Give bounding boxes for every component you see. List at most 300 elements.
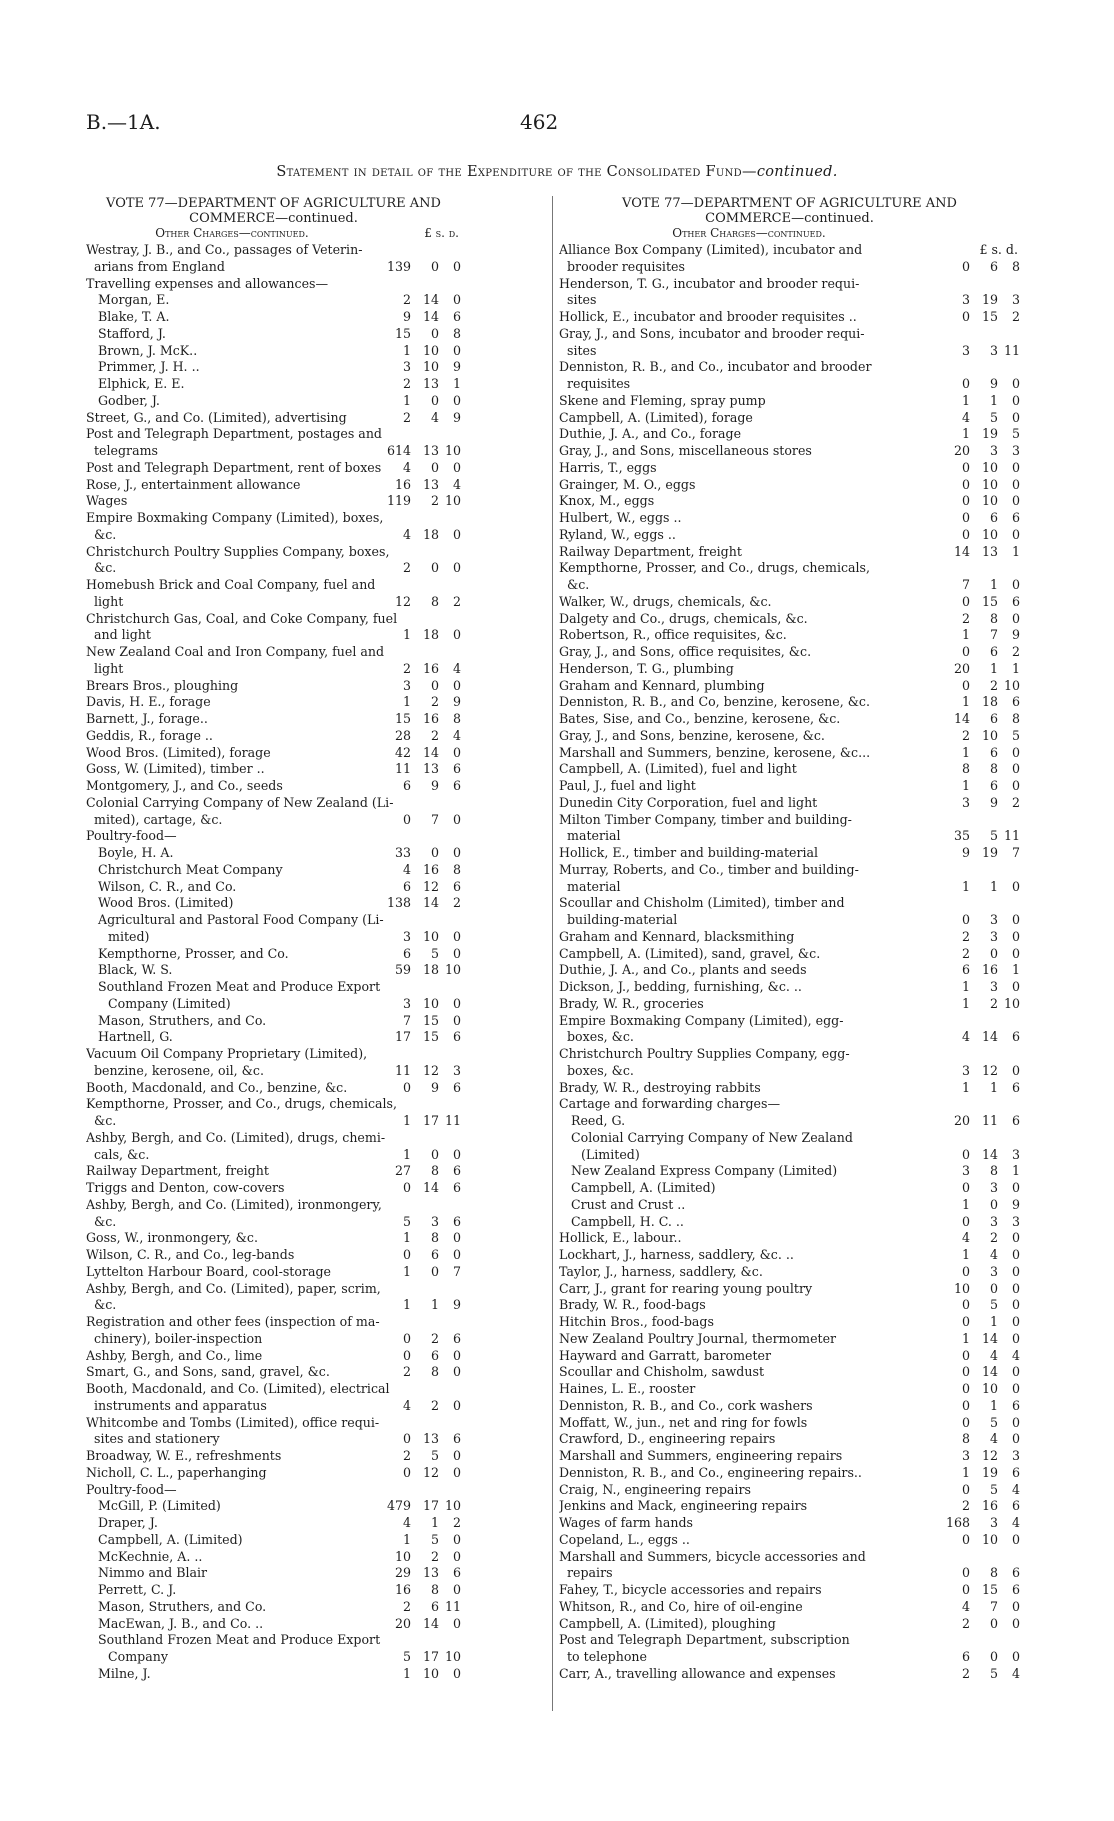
pounds: 0 xyxy=(961,258,970,274)
pounds: 1 xyxy=(961,392,970,408)
pence: 0 xyxy=(1011,1615,1020,1631)
entry-text: &c. xyxy=(94,526,117,542)
ledger-row xyxy=(86,946,461,963)
shillings: 3 xyxy=(989,1213,998,1229)
pence: 10 xyxy=(1003,995,1020,1011)
entry-text: &c. xyxy=(94,1113,117,1128)
entry-text: Post and Telegraph Department, subscription xyxy=(559,1632,850,1648)
entry-text: Rose, J., entertainment allowance xyxy=(86,476,301,492)
entry-text: Brady, W. R., groceries xyxy=(559,995,704,1011)
pounds: 27 xyxy=(394,1163,411,1179)
ledger-row xyxy=(559,309,1020,326)
entry-text: Mason, Struthers, and Co. xyxy=(98,1012,267,1028)
ledger-row xyxy=(86,426,461,443)
left-entries xyxy=(86,242,461,1683)
pounds: 15 xyxy=(394,711,411,726)
pounds: 614 xyxy=(386,443,411,458)
ledger-row xyxy=(86,728,461,745)
shillings: 1 xyxy=(430,1515,439,1530)
pounds: 20 xyxy=(953,660,970,676)
entry-text: Booth, Macdonald, and Co. (Limited), electrical xyxy=(86,1381,390,1396)
shillings: 14 xyxy=(422,895,439,911)
entry-text: Denniston, R. B., and Co, benzine, kerosene, &c. xyxy=(559,694,870,710)
ledger-row xyxy=(86,795,461,812)
shillings: 5 xyxy=(989,828,998,844)
pence: 0 xyxy=(452,292,461,308)
pence: 1 xyxy=(1011,1163,1020,1179)
entry-text: sites xyxy=(567,292,597,308)
shillings: 17 xyxy=(422,1498,439,1514)
entry-text: Hollick, E., timber and building-material xyxy=(559,845,819,860)
shillings: 8 xyxy=(430,1582,439,1597)
pence: 0 xyxy=(1011,912,1020,927)
pence: 0 xyxy=(452,945,461,961)
ledger-row xyxy=(86,1013,461,1030)
shillings: 14 xyxy=(422,744,439,760)
entry-text: Poultry-food— xyxy=(86,1481,177,1497)
ledger-row xyxy=(86,912,461,929)
shillings: 18 xyxy=(422,627,439,643)
entry-text: Smart, G., and Sons, sand, gravel, &c. xyxy=(86,1364,330,1380)
pounds: 0 xyxy=(402,1247,411,1262)
shillings: 0 xyxy=(430,1263,439,1279)
pence: 0 xyxy=(1011,392,1020,408)
pence: 11 xyxy=(1003,342,1020,358)
pounds: 1 xyxy=(402,392,411,408)
shillings: 19 xyxy=(981,292,998,308)
ledger-row xyxy=(86,879,461,896)
sub-heading-label: Other Charges—continued. xyxy=(672,226,826,240)
ledger-row xyxy=(559,1247,1020,1264)
ledger-row xyxy=(86,1230,461,1247)
entry-text: Elphick, E. E. xyxy=(98,376,185,391)
pounds: 8 xyxy=(961,761,970,777)
shillings: 3 xyxy=(989,912,998,927)
ledger-row xyxy=(86,711,461,728)
entry-text: Marshall and Summers, benzine, kerosene, &c... xyxy=(559,744,871,760)
entry-text: Perrett, C. J. xyxy=(98,1582,177,1597)
pounds: 1 xyxy=(402,1146,411,1162)
entry-text: Campbell, A. (Limited) xyxy=(98,1531,243,1547)
pence: 7 xyxy=(1011,845,1020,860)
pounds: 5 xyxy=(402,1649,411,1664)
shillings: 6 xyxy=(989,778,998,793)
ledger-row xyxy=(559,292,1020,309)
pounds: 2 xyxy=(961,610,970,626)
entry-text: &c. xyxy=(94,560,117,576)
shillings: 12 xyxy=(981,1448,998,1463)
shillings: 2 xyxy=(430,493,439,509)
ledger-row xyxy=(86,276,461,293)
ledger-row xyxy=(86,611,461,628)
ledger-row xyxy=(559,678,1020,695)
shillings: 10 xyxy=(981,476,998,492)
entry-text: Goss, W., ironmongery, &c. xyxy=(86,1230,258,1246)
pounds: 0 xyxy=(961,1364,970,1380)
ledger-row xyxy=(86,1029,461,1046)
shillings: 6 xyxy=(430,1598,439,1614)
ledger-row xyxy=(86,1214,461,1231)
ledger-row xyxy=(86,1180,461,1197)
ledger-row xyxy=(559,510,1020,527)
ledger-row xyxy=(86,1080,461,1097)
pence: 6 xyxy=(1011,1029,1020,1045)
entry-text: Fahey, T., bicycle accessories and repairs xyxy=(559,1582,822,1597)
ledger-row xyxy=(559,1515,1020,1532)
ledger-row xyxy=(86,1565,461,1582)
sub-heading-left xyxy=(86,226,461,242)
pence: 6 xyxy=(452,1330,461,1346)
pence: 4 xyxy=(452,476,461,492)
entry-text: Gray, J., and Sons, miscellaneous stores xyxy=(559,443,812,458)
shillings: 3 xyxy=(430,1213,439,1229)
pence: 0 xyxy=(1011,1598,1020,1614)
ledger-row xyxy=(559,259,1020,276)
ledger-row xyxy=(559,1063,1020,1080)
entry-text: sites xyxy=(567,342,597,358)
shillings: 3 xyxy=(989,979,998,994)
ledger-row xyxy=(559,594,1020,611)
entry-text: Agricultural and Pastoral Food Company (Li- xyxy=(98,912,384,927)
pence: 0 xyxy=(1011,878,1020,894)
entry-text: Gray, J., and Sons, office requisites, &c. xyxy=(559,644,812,659)
pence: 6 xyxy=(452,1180,461,1195)
ledger-row xyxy=(559,1381,1020,1398)
pounds: 4 xyxy=(402,861,411,877)
pounds: 0 xyxy=(961,677,970,693)
entry-text: Ashby, Bergh, and Co. (Limited), ironmongery, xyxy=(86,1196,382,1212)
entry-text: Barnett, J., forage.. xyxy=(86,711,208,726)
ledger-row xyxy=(86,644,461,661)
entry-text: and light xyxy=(94,627,151,643)
shillings: 15 xyxy=(422,1029,439,1045)
pence: 0 xyxy=(452,1582,461,1597)
pounds: 4 xyxy=(961,1598,970,1614)
entry-text: Marshall and Summers, bicycle accessories and xyxy=(559,1548,866,1564)
pence: 9 xyxy=(452,409,461,425)
shillings: 8 xyxy=(989,1163,998,1179)
shillings: 15 xyxy=(422,1012,439,1028)
pence: 4 xyxy=(452,660,461,676)
shillings: 8 xyxy=(989,761,998,777)
vote-heading-line1: VOTE 77—DEPARTMENT OF AGRICULTURE AND xyxy=(106,196,441,211)
entry-text: Nimmo and Blair xyxy=(98,1565,208,1581)
shillings: 0 xyxy=(989,1615,998,1631)
shillings: 9 xyxy=(989,376,998,391)
pounds: 0 xyxy=(961,1314,970,1329)
ledger-row xyxy=(559,376,1020,393)
ledger-row xyxy=(559,393,1020,410)
shillings: 12 xyxy=(422,878,439,894)
left-column xyxy=(86,196,461,1683)
document-reference: B.—1A. xyxy=(86,110,161,134)
pence: 10 xyxy=(444,493,461,509)
pence: 0 xyxy=(1011,476,1020,492)
pence: 6 xyxy=(1011,1498,1020,1514)
pounds: 0 xyxy=(961,1531,970,1547)
ledger-row xyxy=(559,778,1020,795)
ledger-row xyxy=(86,1649,461,1666)
pounds: 168 xyxy=(945,1515,970,1530)
entry-text: mited), cartage, &c. xyxy=(94,811,223,827)
shillings: 6 xyxy=(989,510,998,525)
ledger-row xyxy=(86,1247,461,1264)
pence: 4 xyxy=(452,727,461,743)
sub-heading-label: Other Charges—continued. xyxy=(155,226,309,240)
entry-text: Carr, A., travelling allowance and expenses xyxy=(559,1665,836,1681)
entry-text: Ashby, Bergh, and Co., lime xyxy=(86,1347,263,1363)
pounds: 1 xyxy=(961,627,970,643)
pounds: 2 xyxy=(402,376,411,391)
pence: 0 xyxy=(1011,610,1020,626)
ledger-row xyxy=(86,1331,461,1348)
shillings: 5 xyxy=(989,1481,998,1497)
pence: 2 xyxy=(452,1515,461,1530)
entry-text: light xyxy=(94,593,124,609)
entry-text: Post and Telegraph Department, rent of boxes xyxy=(86,459,382,475)
pence: 8 xyxy=(1011,258,1020,274)
pence: 9 xyxy=(1011,627,1020,643)
pounds: 3 xyxy=(961,1163,970,1179)
title-main: Statement in detail of the Expenditure of the Consolidated Fund— xyxy=(276,164,757,180)
shillings: 1 xyxy=(989,878,998,894)
ledger-row xyxy=(559,1214,1020,1231)
pounds: 6 xyxy=(961,962,970,978)
entry-text: arians from England xyxy=(94,258,225,274)
entry-text: Scoullar and Chisholm, sawdust xyxy=(559,1364,764,1380)
pounds: 1 xyxy=(961,1079,970,1095)
ledger-row xyxy=(86,560,461,577)
ledger-row xyxy=(86,493,461,510)
shillings: 6 xyxy=(989,744,998,760)
column-divider xyxy=(552,196,553,1711)
pounds: 35 xyxy=(953,828,970,844)
pence: 8 xyxy=(452,711,461,726)
shillings: 2 xyxy=(430,1548,439,1564)
pence: 6 xyxy=(452,778,461,793)
pence: 2 xyxy=(452,895,461,911)
pence: 6 xyxy=(452,1565,461,1581)
pounds: 42 xyxy=(394,744,411,760)
shillings: 0 xyxy=(989,1280,998,1296)
shillings: 9 xyxy=(430,778,439,793)
ledger-row xyxy=(559,326,1020,343)
pounds: 0 xyxy=(961,1565,970,1581)
shillings: 15 xyxy=(981,309,998,324)
shillings: 1 xyxy=(989,392,998,408)
pounds: 3 xyxy=(961,794,970,810)
ledger-row xyxy=(86,1348,461,1365)
vote-heading-line1: VOTE 77—DEPARTMENT OF AGRICULTURE AND xyxy=(622,196,957,211)
entry-text: Geddis, R., forage .. xyxy=(86,727,213,743)
pounds: 2 xyxy=(402,660,411,676)
entry-text: Draper, J. xyxy=(98,1515,158,1530)
entry-text: Marshall and Summers, engineering repairs xyxy=(559,1448,843,1463)
shillings: 6 xyxy=(989,258,998,274)
shillings: 14 xyxy=(422,1180,439,1195)
ledger-row xyxy=(559,1147,1020,1164)
entry-text: Railway Department, freight xyxy=(559,543,742,559)
shillings: 14 xyxy=(981,1146,998,1162)
shillings: 4 xyxy=(989,1431,998,1447)
ledger-row xyxy=(86,1281,461,1298)
ledger-row xyxy=(559,862,1020,879)
pence: 2 xyxy=(1011,309,1020,324)
pence: 0 xyxy=(452,1146,461,1162)
pounds: 2 xyxy=(402,1598,411,1614)
ledger-row xyxy=(86,1415,461,1432)
pence: 8 xyxy=(1011,711,1020,726)
pounds: 0 xyxy=(961,1297,970,1313)
shillings: 1 xyxy=(989,1314,998,1329)
pence: 5 xyxy=(1011,727,1020,743)
pounds: 3 xyxy=(961,1062,970,1078)
pence: 0 xyxy=(452,1230,461,1246)
pence: 1 xyxy=(1011,962,1020,978)
pence: 6 xyxy=(1011,1113,1020,1128)
pence: 0 xyxy=(452,1548,461,1564)
pence: 8 xyxy=(452,861,461,877)
pence: 0 xyxy=(1011,1314,1020,1329)
shillings: 3 xyxy=(989,1515,998,1530)
entry-text: Davis, H. E., forage xyxy=(86,694,211,710)
pence: 0 xyxy=(452,1615,461,1631)
ledger-row xyxy=(559,1029,1020,1046)
ledger-row xyxy=(86,895,461,912)
pounds: 0 xyxy=(961,1263,970,1279)
pence: 11 xyxy=(444,1598,461,1614)
entry-text: Gray, J., and Sons, benzine, kerosene, &c. xyxy=(559,727,825,743)
entry-text: Goss, W. (Limited), timber .. xyxy=(86,761,265,777)
entry-text: Company (Limited) xyxy=(108,995,231,1011)
shillings: 8 xyxy=(989,610,998,626)
pounds: 20 xyxy=(953,443,970,458)
ledger-row xyxy=(559,611,1020,628)
pounds: 14 xyxy=(953,711,970,726)
entry-text: Brown, J. McK.. xyxy=(98,342,198,358)
pence: 2 xyxy=(1011,644,1020,659)
ledger-row xyxy=(559,1281,1020,1298)
pounds: 5 xyxy=(402,1213,411,1229)
entry-text: Ashby, Bergh, and Co. (Limited), paper, scrim, xyxy=(86,1280,381,1296)
pounds: 11 xyxy=(394,1062,411,1078)
pence: 4 xyxy=(1011,1481,1020,1497)
shillings: 5 xyxy=(989,1665,998,1681)
pence: 4 xyxy=(1011,1347,1020,1363)
pence: 0 xyxy=(1011,1431,1020,1447)
ledger-row xyxy=(559,962,1020,979)
entry-text: Company xyxy=(108,1649,168,1664)
shillings: 12 xyxy=(422,1464,439,1480)
ledger-row xyxy=(86,376,461,393)
entry-text: Murray, Roberts, and Co., timber and building- xyxy=(559,861,859,877)
entry-text: Hitchin Bros., food-bags xyxy=(559,1314,714,1329)
ledger-row xyxy=(559,410,1020,427)
pence: 0 xyxy=(452,1247,461,1262)
shillings: 10 xyxy=(422,928,439,944)
pounds: 0 xyxy=(961,593,970,609)
shillings: 2 xyxy=(430,694,439,710)
shillings: 5 xyxy=(989,1297,998,1313)
entry-text: Stafford, J. xyxy=(98,325,166,341)
ledger-row xyxy=(86,1314,461,1331)
ledger-row xyxy=(86,862,461,879)
ledger-row xyxy=(86,460,461,477)
pence: 0 xyxy=(1011,1263,1020,1279)
ledger-row xyxy=(559,1599,1020,1616)
pence: 0 xyxy=(1011,1364,1020,1380)
ledger-row xyxy=(559,1649,1020,1666)
vote-heading-line2: COMMERCE—continued. xyxy=(189,211,358,226)
ledger-row xyxy=(86,510,461,527)
entry-text: Hollick, E., labour.. xyxy=(559,1230,682,1246)
shillings: 3 xyxy=(989,342,998,358)
entry-text: Booth, Macdonald, and Co., benzine, &c. xyxy=(86,1079,348,1095)
entry-text: Taylor, J., harness, saddlery, &c. xyxy=(559,1263,763,1279)
ledger-row xyxy=(559,1163,1020,1180)
ledger-row xyxy=(559,1498,1020,1515)
entry-text: brooder requisites xyxy=(567,258,685,274)
entry-text: boxes, &c. xyxy=(567,1062,634,1078)
pounds: 479 xyxy=(386,1498,411,1514)
ledger-row xyxy=(559,1096,1020,1113)
shillings: 10 xyxy=(981,459,998,475)
entry-text: Poultry-food— xyxy=(86,828,177,844)
pence: 4 xyxy=(1011,1515,1020,1530)
pence: 6 xyxy=(452,309,461,324)
entry-text: Campbell, H. C. .. xyxy=(571,1213,684,1229)
pence: 0 xyxy=(452,1464,461,1480)
shillings: 12 xyxy=(981,1062,998,1078)
ledger-row xyxy=(559,812,1020,829)
entry-text: Graham and Kennard, blacksmithing xyxy=(559,928,795,944)
shillings: 19 xyxy=(981,845,998,860)
pounds: 1 xyxy=(961,1196,970,1212)
ledger-row xyxy=(559,1197,1020,1214)
ledger-row xyxy=(86,1381,461,1398)
pounds: 2 xyxy=(961,1498,970,1514)
shillings: 8 xyxy=(430,593,439,609)
ledger-row xyxy=(86,577,461,594)
shillings: 0 xyxy=(430,677,439,693)
entry-text: Denniston, R. B., and Co., engineering repairs.. xyxy=(559,1464,862,1480)
shillings: 16 xyxy=(422,861,439,877)
ledger-row xyxy=(86,929,461,946)
pounds: 0 xyxy=(961,644,970,659)
entry-text: Graham and Kennard, plumbing xyxy=(559,677,765,693)
pounds: 29 xyxy=(394,1565,411,1581)
pence: 6 xyxy=(1011,1565,1020,1581)
shillings: 16 xyxy=(422,711,439,726)
pence: 6 xyxy=(452,1431,461,1447)
entry-text: Duthie, J. A., and Co., forage xyxy=(559,426,742,442)
ledger-row xyxy=(86,1096,461,1113)
entry-text: Colonial Carrying Company of New Zealand xyxy=(571,1129,853,1145)
ledger-row xyxy=(86,1549,461,1566)
entry-text: Robertson, R., office requisites, &c. xyxy=(559,627,787,643)
pence: 1 xyxy=(452,376,461,391)
pounds: 1 xyxy=(402,1113,411,1128)
pounds: 2 xyxy=(402,1448,411,1463)
entry-text: Primmer, J. H. .. xyxy=(98,359,200,375)
pence: 0 xyxy=(452,1397,461,1413)
entry-text: Lockhart, J., harness, saddlery, &c. .. xyxy=(559,1247,794,1262)
pence: 10 xyxy=(444,962,461,978)
shillings: 10 xyxy=(422,359,439,375)
ledger-row xyxy=(86,1632,461,1649)
pence: 7 xyxy=(452,1263,461,1279)
pence: 0 xyxy=(452,928,461,944)
